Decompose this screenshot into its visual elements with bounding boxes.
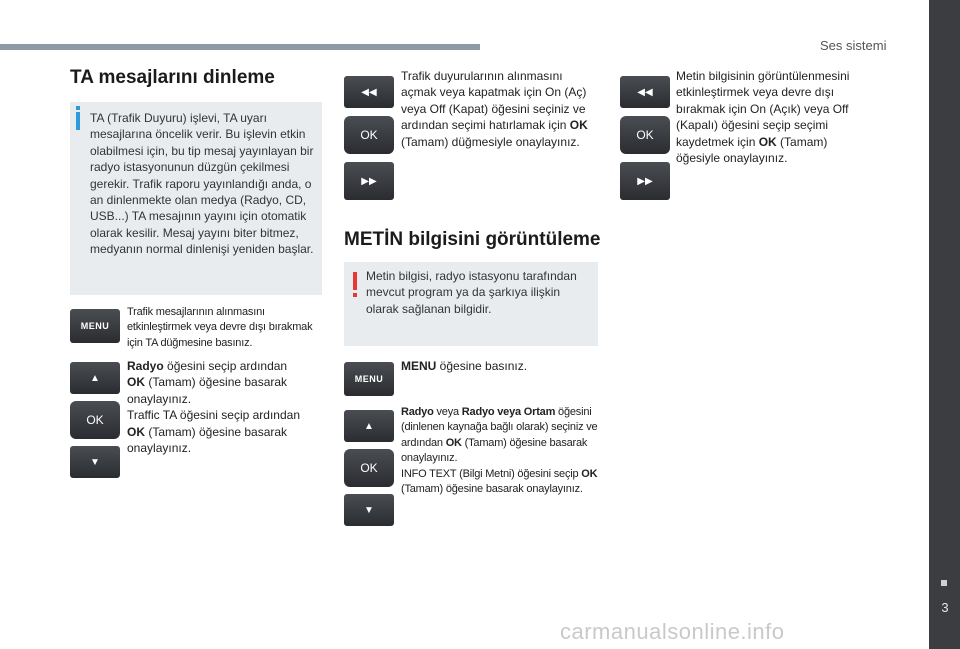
text-run: veya — [433, 406, 462, 418]
ok-button[interactable]: OK — [620, 116, 670, 154]
metin-step1-text — [401, 358, 596, 374]
bold-term: Radyo veya Ortam — [461, 406, 556, 418]
section-title: Ses sistemi — [820, 38, 887, 53]
ok-button[interactable]: OK — [344, 116, 394, 154]
bold-term: OK — [758, 134, 777, 149]
text-run: (Tamam) öğesine basarak onaylayınız. — [127, 375, 288, 406]
bold-term: OK — [445, 436, 462, 449]
prev-button[interactable]: ◀◀ — [620, 76, 670, 108]
text-run: öğesini (dinlenen kaynağa bağlı olarak) seçiniz ve ardından — [401, 406, 598, 449]
ta-info-text: TA (Trafik Duyuru) işlevi, TA uyarı mesajlarına öncelik verir. Bu işlevin etkin olabilmesi için, bu tip mesaj yayınlayan bir radyo istasyonunun düzgün çekilmesi gerekir. Trafik raporu yayınlandığı anda, o an dinlenmekte olan medya (Radyo, CD, USB...) TA mesajının yayını için otomatik olarak kesilir. Mesaj yayını biter bitmez, medyanın normal dinlenişi yeniden başlar. — [90, 111, 314, 257]
metin-info-text: Metin bilgisi, radyo istasyonu tarafından mevcut program ya da şarkıya ilişkin olarak sağlanan bilgidir. — [366, 269, 577, 316]
page-marker-icon — [941, 580, 947, 586]
text-run: Trafik duyurularının alınmasını açmak veya kapatmak için On (Aç) veya Off (Kapat) öğesini seçiniz ve ardından seçimi hatırlamak için — [401, 69, 587, 133]
text-run: öğesine basınız. — [436, 359, 528, 373]
metin-heading: METİN bilgisini görüntüleme — [344, 229, 601, 250]
text-run: (Tamam) öğesine basarak onaylayınız. — [127, 424, 288, 456]
up-arrow-button[interactable]: ▲ — [344, 410, 394, 442]
ta-info-box — [70, 102, 322, 295]
watermark: carmanualsonline.info — [560, 619, 785, 644]
bold-term: OK — [569, 118, 588, 133]
ok-button[interactable]: OK — [70, 401, 120, 439]
bold-term: OK — [127, 424, 145, 439]
down-arrow-button[interactable]: ▼ — [344, 494, 394, 526]
ok-button[interactable]: OK — [344, 449, 394, 487]
metin-info-box — [344, 262, 598, 346]
side-strip — [929, 0, 960, 649]
text-run: öğesini seçip ardından — [163, 359, 288, 373]
menu-button[interactable]: MENU — [344, 362, 394, 396]
ta-heading: TA mesajlarını dinleme — [70, 67, 275, 88]
text-run: (Tamam) öğesiyle onaylayınız. — [676, 134, 828, 166]
bold-term: OK — [581, 467, 598, 480]
info-icon — [76, 112, 80, 130]
metin-step3-text — [676, 68, 856, 166]
ta-step1-text: Trafik mesajlarının alınmasını etkinleştirmek veya devre dışı bırakmak için TA düğmesine basınız. — [127, 306, 313, 349]
menu-button[interactable]: MENU — [70, 309, 120, 343]
next-button[interactable]: ▶▶ — [620, 162, 670, 200]
next-button[interactable]: ▶▶ — [344, 162, 394, 200]
warning-icon — [353, 272, 357, 290]
prev-button[interactable]: ◀◀ — [344, 76, 394, 108]
page-number: 3 — [941, 600, 949, 615]
text-run: INFO TEXT (Bilgi Metni) öğesini seçip — [401, 467, 582, 480]
bold-term: OK — [127, 375, 145, 390]
text-run: (Tamam) öğesine basarak onaylayınız. — [401, 483, 583, 496]
text-run: Metin bilgisinin görüntülenmesini etkinleştirmek veya devre dışı bırakmak için On (Açık) veya Off (Kapalı) öğesini seçip seçimi kaydetmek için — [676, 69, 850, 149]
up-arrow-button[interactable]: ▲ — [70, 362, 120, 394]
bold-term: MENU — [401, 359, 437, 373]
text-run: (Tamam) düğmesiyle onaylayınız. — [401, 134, 580, 149]
bold-term: Radyo — [401, 406, 434, 418]
text-run: Traffic TA öğesini seçip ardından — [127, 408, 300, 423]
ta-step2-text — [127, 358, 317, 456]
metin-step2-text — [401, 405, 599, 497]
down-arrow-button[interactable]: ▼ — [70, 446, 120, 478]
header-rule — [0, 44, 480, 50]
bold-term: Radyo — [127, 359, 164, 373]
ta-step3-text — [401, 68, 596, 150]
text-run: (Tamam) öğesine basarak onaylayınız. — [401, 436, 588, 465]
